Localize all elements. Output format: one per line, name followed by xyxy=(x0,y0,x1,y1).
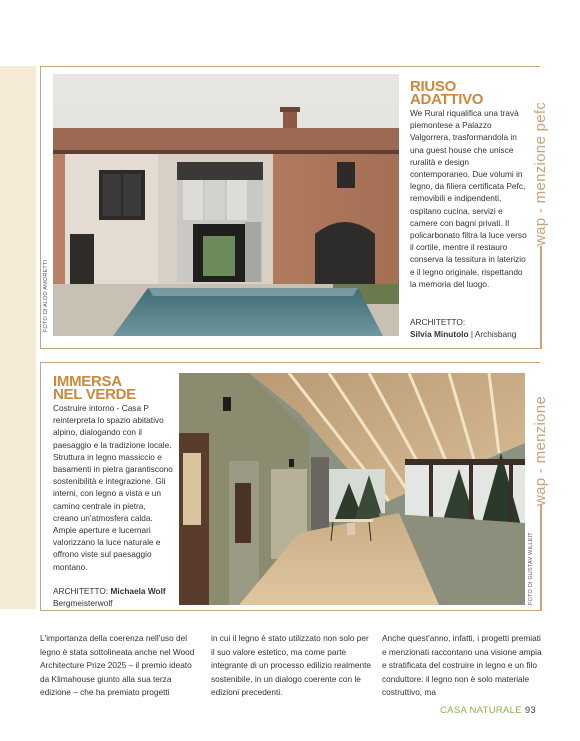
frame-side-line xyxy=(540,504,542,611)
title-line: IMMERSA xyxy=(53,373,122,390)
page-number: 93 xyxy=(524,705,536,716)
award-side-label: wap - menzione xyxy=(532,395,549,506)
body-column-1: L'importanza della coerenza nell'uso del legno è stata sottolineata anche nel Wood Architecture Prize 2025 – il premio ideato da Klimahouse giunto alla sua terza edizione – che ha premiato progetti xyxy=(40,633,195,698)
title-line: ADATTIVO xyxy=(410,91,484,108)
architect-name: Michaela Wolf xyxy=(110,586,166,596)
photo-credit: FOTO DI GUSTAV WILLEIT xyxy=(528,532,534,605)
page-edge-tab xyxy=(0,66,36,609)
photo-credit: FOTO DI ALDO AMORETTI xyxy=(43,259,49,332)
title-line: NEL VERDE xyxy=(53,386,136,403)
award-side-label: wap - menzione pefc xyxy=(532,101,549,246)
photo-timber-interior xyxy=(179,373,525,605)
architect-studio: Bergmeisterwolf xyxy=(53,598,113,608)
title-line: RIUSO xyxy=(410,78,457,95)
photo-farmhouse-pool xyxy=(53,74,399,336)
article-body: Costruire intorno - Casa P reinterpreta lo spazio abitativo alpino, dialogando con il paesaggio e la tradizione locale. Struttura in legno massiccio e basamenti in pietra garantiscono sostenibilità e integrazione. Gli interni, con legno a vista e un camino centrale in pietra, creano un'atmosfera calda. Ampie aperture e lucernari valorizzano la luce naturale e offrono viste sul paesaggio montano. xyxy=(53,403,173,572)
credit-separator: | xyxy=(468,329,475,339)
body-column-2: in cui il legno è stato utilizzato non solo per il suo valore estetico, ma come parte integrante di un processo edilizio realmente sostenibile, in un dialogo coerente con le edizioni precedenti. xyxy=(211,633,372,698)
architect-label: ARCHITETTO: xyxy=(410,317,466,327)
body-column-3: Anche quest'anno, infatti, i progetti premiati e menzionati raccontano una visione ampia e stratificata del costruire in legno e un filo conduttore: il legno non è solo materiale costruttivo, ma xyxy=(382,633,542,698)
frame-side-line xyxy=(540,246,542,349)
architect-name: Silvia Minutolo xyxy=(410,329,469,339)
article-title xyxy=(53,375,136,401)
architect-studio: Archisbang xyxy=(474,329,517,339)
architect-label: ARCHITETTO: xyxy=(53,586,109,596)
article-body: We Rural riqualifica una travà piemontese a Palazzo Valgorrera, trasformandola in una guest house che unisce ruralità e design contemporaneo. Due volumi in legno, da filiera certificata Pefc, removibili e indipendenti, ospitano cucina, servizi e camere con bagni privati. Il policarbonato filtra la luce verso il cortile, mentre il restauro conserva la tessitura in laterizio e il legno originale, rispettando la memoria del luogo. xyxy=(410,108,527,289)
magazine-name: CASA NATURALE xyxy=(440,705,522,716)
architect-credit xyxy=(53,585,178,609)
page-footer xyxy=(440,705,536,716)
article-title xyxy=(410,80,483,106)
architect-credit xyxy=(410,316,535,340)
